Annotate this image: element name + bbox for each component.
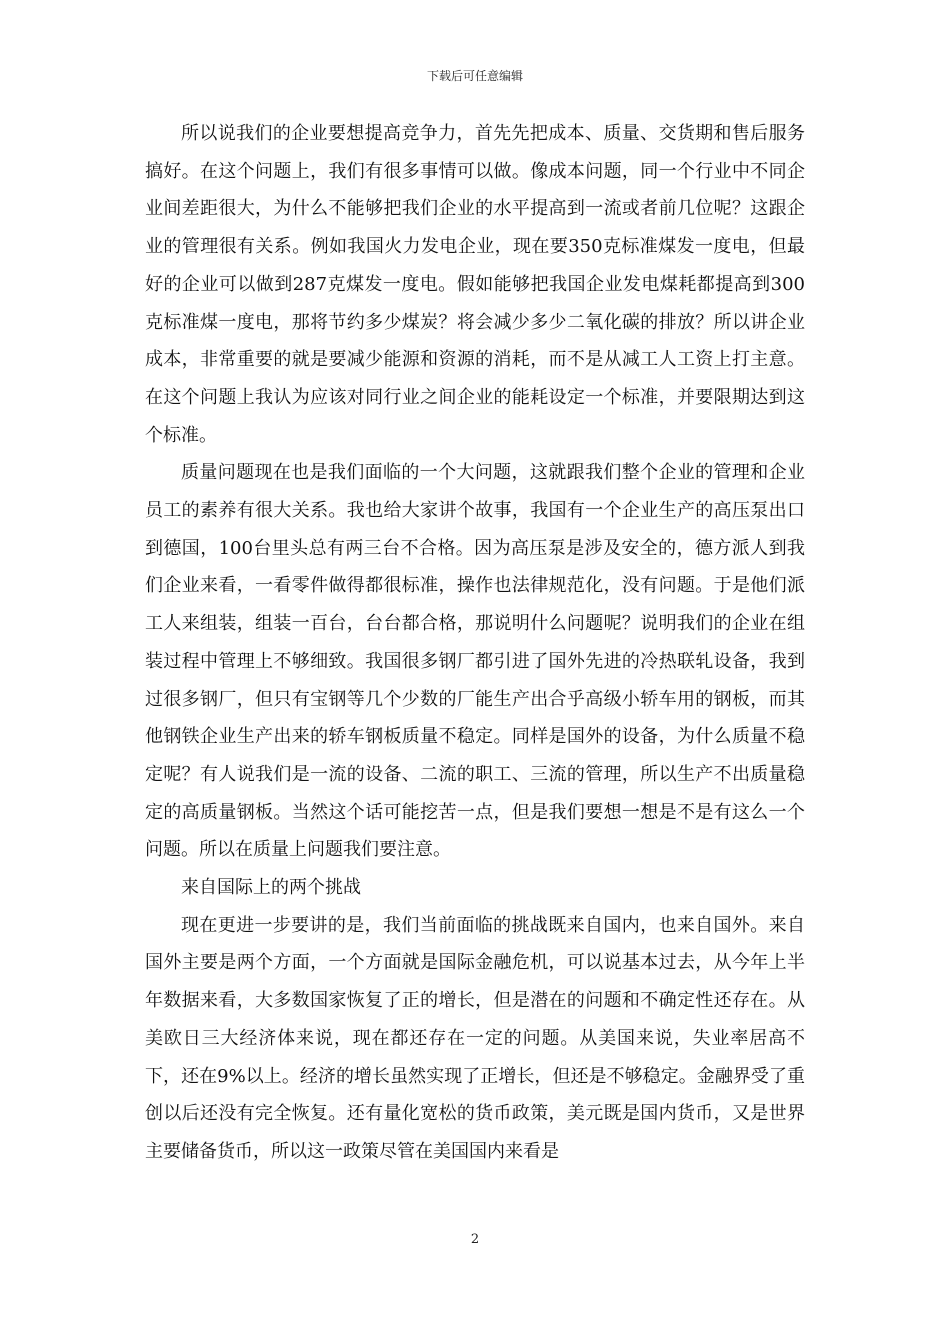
page-header: 下载后可任意编辑	[426, 69, 523, 83]
paragraph-quality: 质量问题现在也是我们面临的一个大问题，这就跟我们整个企业的管理和企业员工的素养有很大关系。我也给大家讲个故事，我国有一个企业生产的高压泵出口到德国，100台里头总有两三台不合格。因为高压泵是涉及安全的，德方派人到我们企业来看，一看零件做得都很标准，操作也法律规范化，没有问题。于是他们派工人来组装，组装一百台，台台都合格，那说明什么问题呢？说明我们的企业在组装过程中管理上不够细致。我国很多钢厂都引进了国外先进的冷热联轧设备，我到过很多钢厂，但只有宝钢等几个少数的厂能生产出合乎高级小轿车用的钢板，而其他钢铁企业生产出来的轿车钢板质量不稳定。同样是国外的设备，为什么质量不稳定呢？有人说我们是一流的设备、二流的职工、三流的管理，所以生产不出质量稳定的高质量钢板。当然这个话可能挖苦一点，但是我们要想一想是不是有这么一个问题。所以在质量上问题我们要注意。	[145, 462, 805, 861]
page-number: 2	[470, 1232, 480, 1247]
paragraph-cost: 所以说我们的企业要想提高竞争力，首先先把成本、质量、交货期和售后服务搞好。在这个问题上，我们有很多事情可以做。像成本问题，同一个行业中不同企业间差距很大，为什么不能够把我们企业的水平提高到一流或者前几位呢？这跟企业的管理很有关系。例如我国火力发电企业，现在要350克标准煤发一度电，但最好的企业可以做到287克煤发一度电。假如能够把我国企业发电煤耗都提高到300克标准煤一度电，那将节约多少煤炭？将会减少多少二氧化碳的排放？所以讲企业成本，非常重要的就是要减少能源和资源的消耗，而不是从减工人工资上打主意。在这个问题上我认为应该对同行业之间企业的能耗设定一个标准，并要限期达到这个标准。	[145, 123, 805, 446]
paragraph-international: 现在更进一步要讲的是，我们当前面临的挑战既来自国内，也来自国外。来自国外主要是两个方面，一个方面就是国际金融危机，可以说基本过去，从今年上半年数据来看，大多数国家恢复了正的增长，但是潜在的问题和不确定性还存在。从美欧日三大经济体来说，现在都还存在一定的问题。从美国来说，失业率居高不下，还在9%以上。经济的增长虽然实现了正增长，但还是不够稳定。金融界受了重创以后还没有完全恢复。还有量化宽松的货币政策，美元既是国内货币，又是世界主要储备货币，所以这一政策尽管在美国国内来看是	[145, 914, 805, 1162]
document-body	[145, 115, 805, 1171]
section-heading: 来自国际上的两个挑战	[181, 877, 361, 899]
